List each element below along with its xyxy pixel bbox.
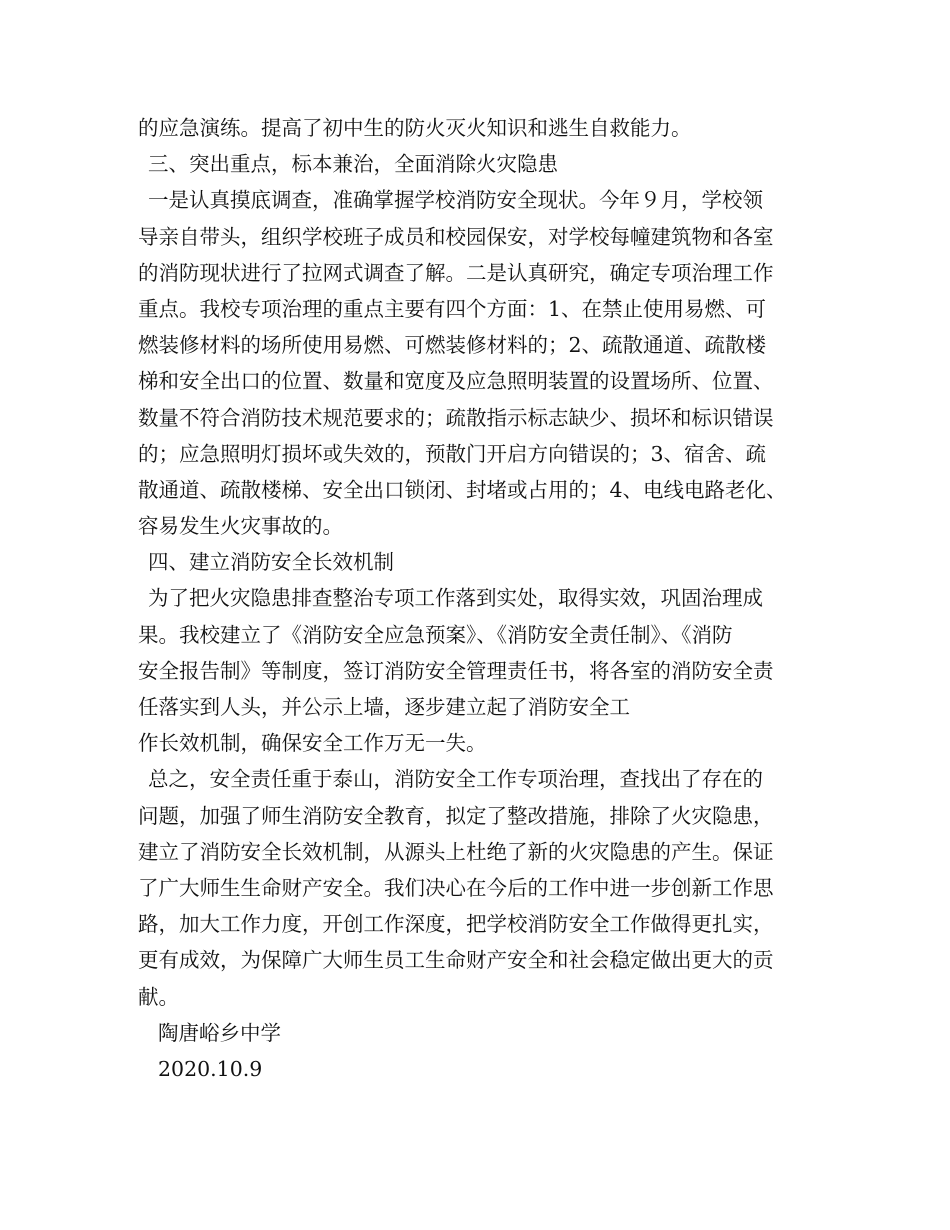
text-line: 梯和安全出口的位置、数量和宽度及应急照明装置的设置场所、位置、: [138, 369, 774, 394]
document-body: [138, 110, 828, 1087]
text-line: 建立了消防安全长效机制，从源头上杜绝了新的火灾隐患的产生。保证: [138, 839, 774, 864]
text-line: 献。: [138, 984, 179, 1009]
signature-school: 陶唐峪乡中学: [158, 1020, 281, 1045]
text-line: 总之，安全责任重于泰山，消防安全工作专项治理，查找出了存在的: [148, 767, 763, 792]
text-line: 的；应急照明灯损坏或失效的，预散门开启方向错误的；3、宿舍、疏: [138, 441, 767, 466]
text-line: 安全报告制》等制度，签订消防安全管理责任书，将各室的消防安全责: [138, 658, 774, 683]
text-line: 散通道、疏散楼梯、安全出口锁闭、封堵或占用的；4、电线电路老化、: [138, 477, 787, 502]
text-line: 任落实到人头，并公示上墙，逐步建立起了消防安全工: [138, 695, 630, 719]
signature-date: 2020.10.9: [158, 1056, 263, 1081]
text-line: 一是认真摸底调查，准确掌握学校消防安全现状。今年９月，学校领: [148, 188, 763, 213]
text-line: 作长效机制，确保安全工作万无一失。: [138, 731, 487, 756]
text-line: 为了把火灾隐患排查整治专项工作落到实处，取得实效，巩固治理成: [148, 586, 763, 611]
text-line: 更有成效，为保障广大师生员工生命财产安全和社会稳定做出更大的贡: [138, 948, 774, 973]
text-line: 的消防现状进行了拉网式调查了解。二是认真研究，确定专项治理工作: [138, 260, 774, 285]
section-heading-4: 四、建立消防安全长效机制: [148, 550, 394, 575]
text-line: 的应急演练。提高了初中生的防火灭火知识和逃生自救能力。: [138, 116, 692, 140]
text-line: 路，加大工作力度，开创工作深度，把学校消防安全工作做得更扎实，: [138, 912, 774, 937]
text-line: 导亲自带头，组织学校班子成员和校园保安，对学校每幢建筑物和各室: [138, 224, 774, 249]
text-line: 了广大师生生命财产安全。我们决心在今后的工作中进一步创新工作思: [138, 875, 774, 900]
text-line: 问题，加强了师生消防安全教育，拟定了整改措施，排除了火灾隐患，: [138, 803, 774, 828]
text-line: 容易发生火灾事故的。: [138, 514, 343, 539]
section-heading-3: 三、突出重点，标本兼治，全面消除火灾隐患: [148, 152, 558, 177]
text-line: 果。我校建立了《消防安全应急预案》、《消防安全责任制》、《消防: [138, 622, 733, 647]
text-line: 重点。我校专项治理的重点主要有四个方面：1、在禁止使用易燃、可: [138, 296, 767, 321]
text-line: 数量不符合消防技术规范要求的；疏散指示标志缺少、损坏和标识错误: [138, 405, 774, 430]
text-line: 燃装修材料的场所使用易燃、可燃装修材料的；2、疏散通道、疏散楼: [138, 333, 767, 358]
